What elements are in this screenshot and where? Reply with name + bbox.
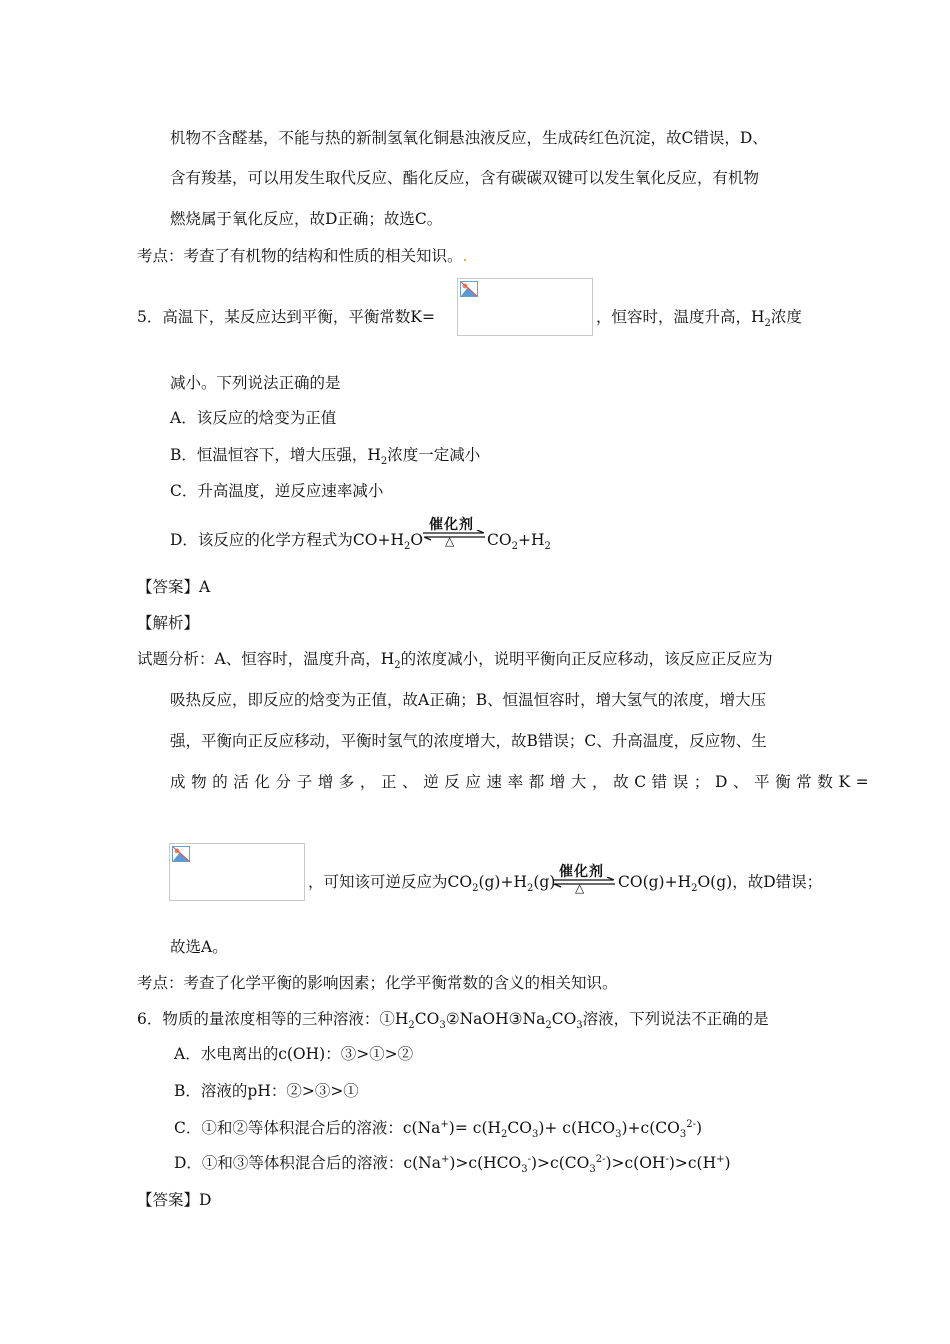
q5-analysis-line6: 故选A。 [170, 938, 228, 956]
q5-stem-line2: 减小。下列说法正确的是 [170, 374, 341, 392]
q5-analysis-line3: 强，平衡向正反应移动，平衡时氢气的浓度增大，故B错误；C、升高温度，反应物、生 [170, 732, 767, 750]
broken-image-icon [460, 281, 478, 297]
q5-analysis-line2: 吸热反应，即反应的焓变为正值，故A正确；B、恒温恒容时，增大氢气的浓度，增大压 [170, 691, 767, 709]
catalyst-label: 催化剂 [429, 517, 474, 533]
q6-stem: 6．物质的量浓度相等的三种溶液：$①H_2CO_3②NaOH③Na_2CO_3$溶液，下列说法不正确的是 [137, 1010, 769, 1032]
q6-option-b: B．溶液的pH：②>③>① [174, 1082, 359, 1100]
heat-symbol: △ [575, 881, 585, 895]
q6-answer: 【答案】D [137, 1191, 212, 1209]
q4-kaodian: 考点：考查了有机物的结构和性质的相关知识。. [137, 247, 468, 265]
q5-option-c: C．升高温度，逆反应速率减小 [170, 482, 384, 500]
q5-option-d-products: $CO_2+H_2$ [487, 531, 551, 553]
q5-stem-start: 5．高温下，某反应达到平衡，平衡常数K= [137, 308, 435, 326]
q6-option-c: C．①和②等体积混合后的溶液：$c(Na^+)= c(H_2CO_3)+ c(HCO_3)+c(CO_3^{2-})$ [174, 1118, 703, 1141]
q5-answer: 【答案】A [137, 578, 211, 596]
q5-kaodian: 考点：考查了化学平衡的影响因素；化学平衡常数的含义的相关知识。 [137, 974, 618, 992]
q5-option-d: D．该反应的化学方程式为$CO+H_2O$ [170, 531, 424, 553]
q5-analysis-line5a: ，可知该可逆反应为$CO_2(g)+H_2(g)$ [308, 873, 556, 895]
q4-analysis-line2: 含有羧基，可以用发生取代反应、酯化反应，含有碳碳双键可以发生氧化反应，有机物 [170, 169, 760, 187]
equilibrium-constant-formula-image-2 [169, 843, 305, 901]
heat-symbol: △ [445, 534, 455, 548]
reversible-arrow-catalyst [421, 514, 487, 548]
q5-analysis-line1: 试题分析：A、恒容时，温度升高，$H_2$的浓度减小，说明平衡向正反应移动，该反应正反应为 [137, 650, 773, 672]
q5-analysis-line5b: $CO(g)+H_2O(g)$，故D错误； [618, 873, 823, 895]
q5-analysis-line4: 成物的活化分子增多，正、逆反应速率都增大，故C错误；D、平衡常数K= [170, 773, 875, 791]
broken-image-icon [172, 846, 190, 862]
q6-option-d: D．①和③等体积混合后的溶液：$c(Na^+)>c(HCO_3^-)>c(CO_3^{2-})>c(OH^-)>c(H^+)$ [174, 1153, 731, 1176]
stray-dot: . [462, 247, 468, 265]
catalyst-label: 催化剂 [559, 864, 604, 880]
q5-option-a: A．该反应的焓变为正值 [170, 409, 337, 427]
reversible-arrow-catalyst-2 [551, 861, 617, 895]
equilibrium-constant-formula-image [457, 278, 593, 336]
q5-option-b: B．恒温恒容下，增大压强，$H_2$浓度一定减小 [170, 446, 481, 468]
q4-analysis-line1: 机物不含醛基，不能与热的新制氢氧化铜悬浊液反应，生成砖红色沉淀，故C错误，D、 [170, 129, 768, 147]
q6-option-a: A．水电离出的c(OH)：③>①>② [174, 1045, 414, 1063]
q5-analysis-title: 【解析】 [137, 614, 200, 632]
q5-stem-end: ，恒容时，温度升高，$H_2$浓度 [596, 308, 802, 330]
q4-analysis-line3: 燃烧属于氧化反应，故D正确；故选C。 [170, 210, 443, 228]
